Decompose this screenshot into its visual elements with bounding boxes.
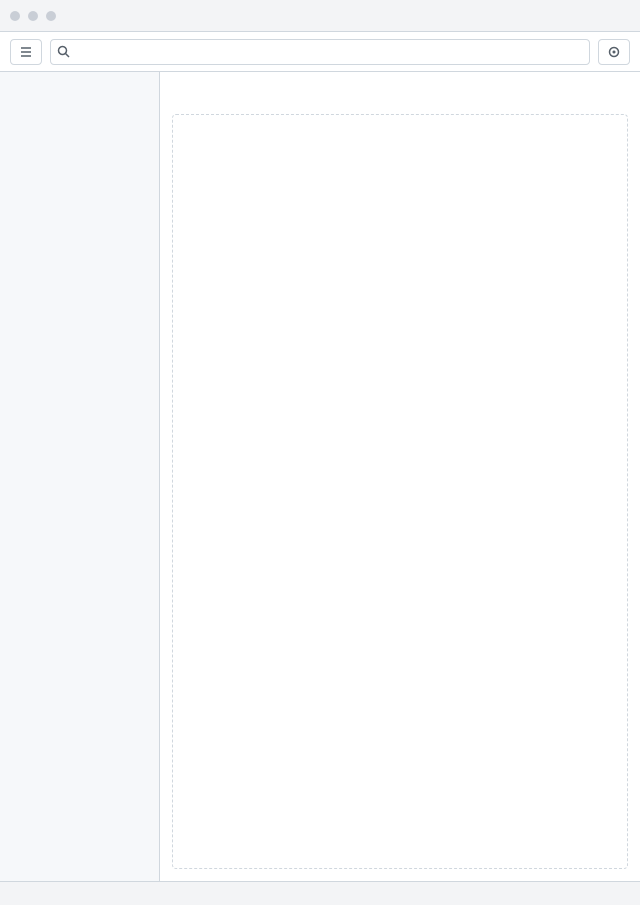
search-box[interactable] bbox=[50, 39, 590, 65]
content-area bbox=[172, 114, 628, 869]
page-title bbox=[172, 84, 628, 104]
window-control-maximize[interactable] bbox=[46, 11, 56, 21]
sidebar bbox=[0, 72, 160, 881]
status-bar bbox=[0, 881, 640, 905]
body bbox=[0, 72, 640, 881]
menu-icon bbox=[19, 45, 33, 59]
window-control-close[interactable] bbox=[10, 11, 20, 21]
main-content bbox=[160, 72, 640, 881]
search-input[interactable] bbox=[76, 44, 583, 59]
toolbar bbox=[0, 32, 640, 72]
search-icon bbox=[57, 45, 70, 58]
settings-button[interactable] bbox=[598, 39, 630, 65]
title-bar bbox=[0, 0, 640, 32]
menu-button[interactable] bbox=[10, 39, 42, 65]
gear-icon bbox=[607, 45, 621, 59]
window-control-minimize[interactable] bbox=[28, 11, 38, 21]
